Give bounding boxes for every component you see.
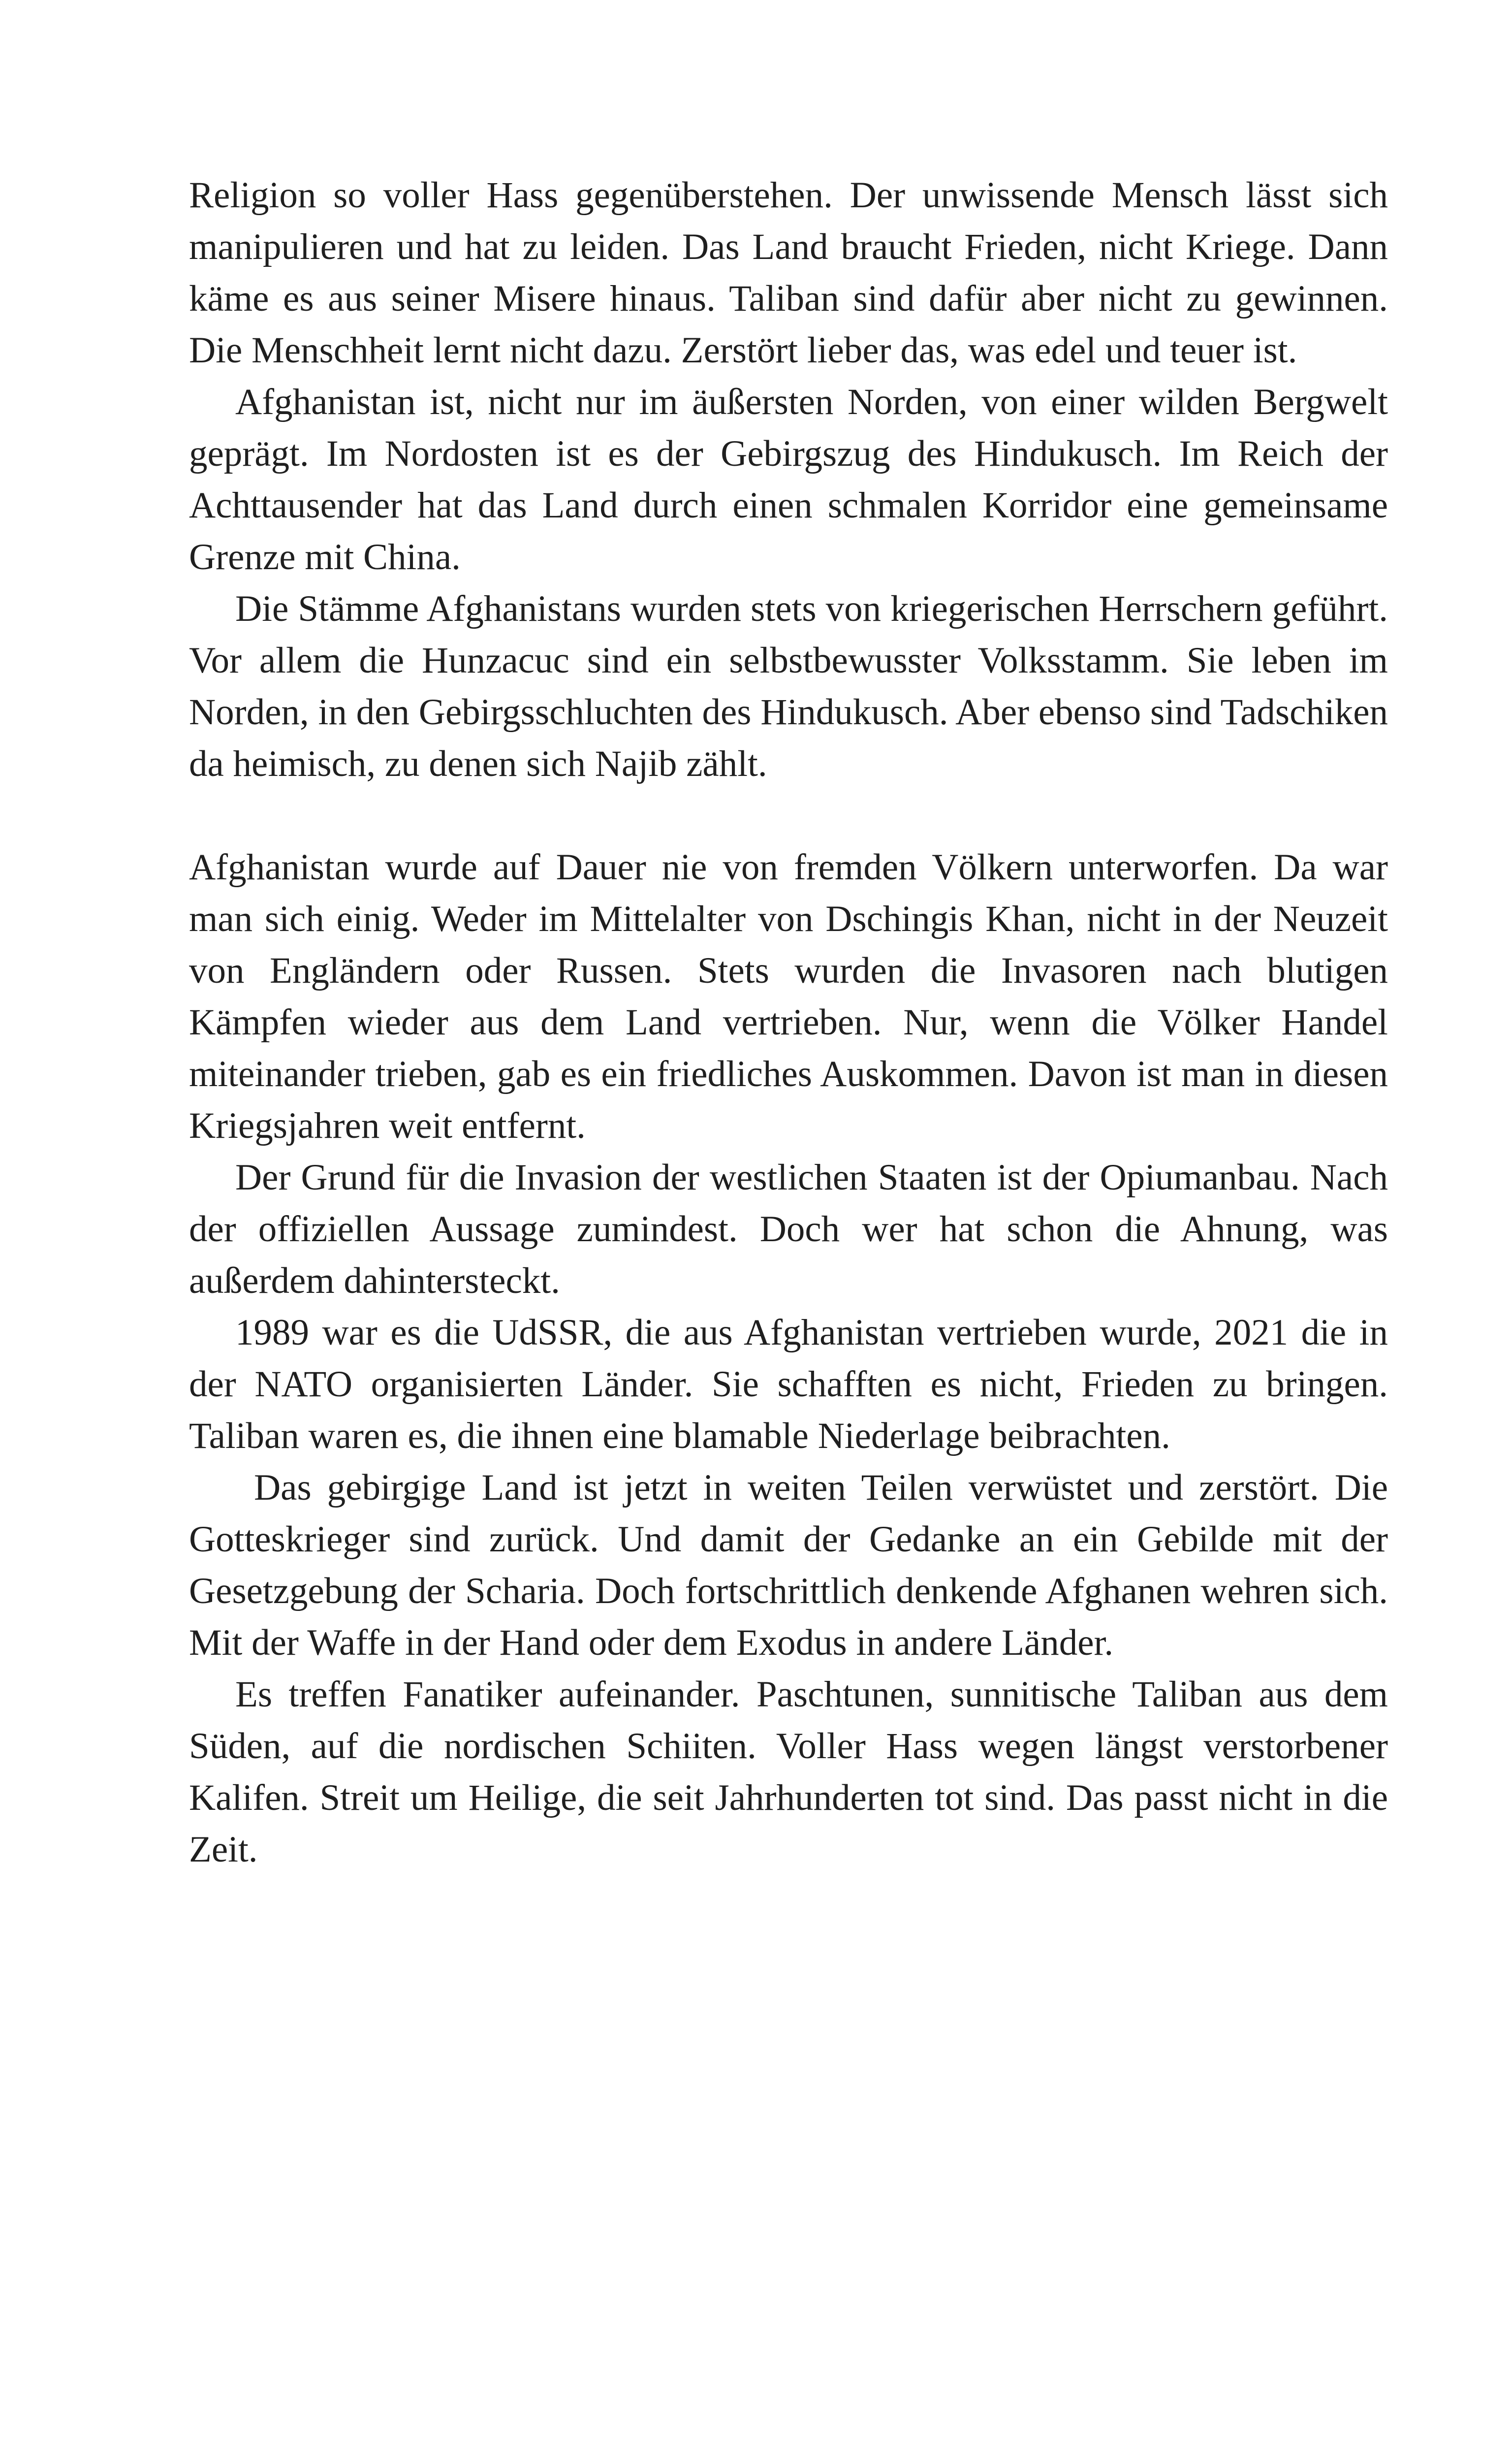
paragraph: 1989 war es die UdSSR, die aus Afghanistan vertrieben wurde, 2021 die in der NATO organisierten Länder. Sie schafften es nicht, Frieden zu bringen. Taliban waren es, die ihnen eine blamable Niederlage beibrachten. — [189, 1312, 1388, 1456]
paragraph: Das gebirgige Land ist jetzt in weiten Teilen verwüstet und zerstört. Die Gotteskrieger sind zurück. Und damit der Gedanke an ein Gebilde mit der Gesetzgebung der Scharia. Doch fortschrittlich denkende Afghanen wehren sich. Mit der Waffe in der Hand oder dem Exodus in andere Länder. — [189, 1467, 1388, 1663]
paragraph: Afghanistan ist, nicht nur im äußersten Norden, von einer wilden Bergwelt geprägt. Im Nordosten ist es der Gebirgszug des Hindukusch. Im Reich der Achttausender hat das Land durch einen schmalen Korridor eine gemeinsame Grenze mit China. — [189, 382, 1388, 578]
paragraph: Es treffen Fanatiker aufeinander. Paschtunen, sunnitische Taliban aus dem Süden, auf die nordischen Schiiten. Voller Hass wegen längst verstorbener Kalifen. Streit um Heilige, die seit Jahrhunderten tot sind. Das passt nicht in die Zeit. — [189, 1674, 1388, 1870]
paragraph: Die Stämme Afghanistans wurden stets von kriegerischen Herrschern geführt. Vor allem die Hunzacuc sind ein selbstbewusster Volksstamm. Sie leben im Norden, in den Gebirgsschluchten des Hindukusch. Aber ebenso sind Tadschiken da heimisch, zu denen sich Najib zählt. — [189, 588, 1388, 784]
book-page-text — [189, 169, 1388, 1875]
paragraph: Afghanistan wurde auf Dauer nie von fremden Völkern unterworfen. Da war man sich einig. Weder im Mittelalter von Dschingis Khan, nicht in der Neuzeit von Engländern oder Russen. Stets wurden die Invasoren nach blutigen Kämpfen wieder aus dem Land vertrieben. Nur, wenn die Völker Handel miteinander trieben, gab es ein friedliches Auskommen. Davon ist man in diesen Kriegsjahren weit entfernt. — [189, 847, 1388, 1146]
paragraph: Religion so voller Hass gegenüberstehen. Der unwissende Mensch lässt sich manipulieren und hat zu leiden. Das Land braucht Frieden, nicht Kriege. Dann käme es aus seiner Misere hinaus. Taliban sind dafür aber nicht zu gewinnen. Die Menschheit lernt nicht dazu. Zerstört lieber das, was edel und teuer ist. — [189, 175, 1388, 371]
paragraph: Der Grund für die Invasion der westlichen Staaten ist der Opiumanbau. Nach der offiziellen Aussage zumindest. Doch wer hat schon die Ahnung, was außerdem dahintersteckt. — [189, 1157, 1388, 1301]
